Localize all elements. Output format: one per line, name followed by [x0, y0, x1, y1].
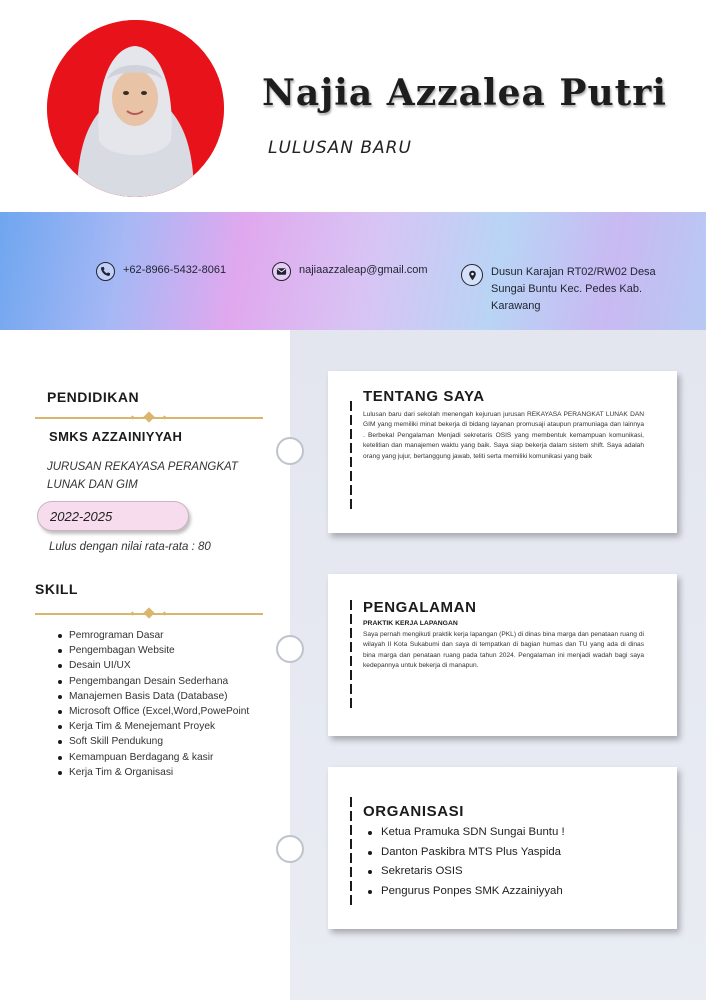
education-title: PENDIDIKAN [47, 389, 140, 405]
skill-item: Kerja Tim & Menejemant Proyek [69, 721, 249, 736]
experience-accent-bar [350, 600, 352, 712]
skill-item: Kemampuan Berdagang & kasir [69, 752, 249, 767]
timeline-connector-about [276, 437, 304, 465]
location-icon [461, 264, 483, 286]
experience-title: PENGALAMAN [363, 599, 477, 616]
skill-item: Kerja Tim & Organisasi [69, 767, 249, 782]
skill-item: Pengembangan Desain Sederhana [69, 676, 249, 691]
skill-title: SKILL [35, 581, 78, 597]
organization-title: ORGANISASI [363, 803, 465, 820]
organization-item: Danton Paskibra MTS Plus Yaspida [381, 846, 565, 866]
address-text: Dusun Karajan RT02/RW02 Desa Sungai Buntu Kec. Pedes Kab. Karawang [491, 266, 656, 312]
skill-item: Pemrograman Dasar [69, 630, 249, 645]
about-text: Lulusan baru dari sekolah menengah kejuruan jurusan REKAYASA PERANGKAT LUNAK DAN GIM yang memiliki minat bekerja di bidang layanan promusaji ataupun pramuniaga dan lainnya . Berbekal Pengalaman Menjadi sekretaris OSIS yang membentuk kemampuan komunikasi, ketelitian dan manajemen waktu yang baik. Saya siap bekerja dalam sistem shift. Saya adalah orang yang jujur, bertanggung jawab, teliti serta memiliki komunikasi yang baik [363, 411, 644, 460]
about-accent-bar [350, 401, 352, 511]
full-name: Najia Azzalea Putri [262, 72, 667, 114]
experience-text: Saya pernah mengikuti praktik kerja lapangan (PKL) di dinas bina marga dan penataan ruang di wilayah II Kota Sukabumi dan saya di tempatkan di bagian humas dan TU yang ada di dinas bina marga dan penataan ruang pada tahun 2024. Pengalaman ini menjadi wadah bagi saya kedepannya untuk bekerja di manapun. [363, 631, 644, 670]
organization-item: Pengurus Ponpes SMK Azzainiyyah [381, 885, 565, 905]
school-name: SMKS AZZAINIYYAH [49, 429, 183, 444]
school-major: JURUSAN REKAYASA PERANGKAT LUNAK DAN GIM [47, 461, 238, 491]
skill-item: Desain UI/UX [69, 660, 249, 675]
skill-list [69, 630, 249, 782]
contact-address [461, 264, 661, 315]
education-years-badge: 2022-2025 [37, 501, 189, 531]
phone-number: +62-8966-5432-8061 [123, 264, 227, 276]
education-grade: Lulus dengan nilai rata-rata : 80 [49, 541, 211, 553]
organization-item: Sekretaris OSIS [381, 865, 565, 885]
organization-list [381, 826, 565, 904]
profile-photo-illustration [47, 20, 224, 197]
job-title: LULUSAN BARU [268, 138, 412, 158]
experience-subtitle: PRAKTIK KERJA LAPANGAN [363, 620, 458, 627]
skill-item: Manajemen Basis Data (Database) [69, 691, 249, 706]
timeline-connector-organization [276, 835, 304, 863]
about-card [328, 371, 677, 533]
email-icon [272, 262, 291, 281]
education-divider [35, 413, 263, 422]
contact-phone [96, 262, 226, 281]
skill-item: Pengembagan Website [69, 645, 249, 660]
organization-card [328, 767, 677, 929]
experience-card [328, 574, 677, 736]
phone-icon [96, 262, 115, 281]
email-address: najiaazzaleap@gmail.com [299, 264, 428, 276]
organization-item: Ketua Pramuka SDN Sungai Buntu ! [381, 826, 565, 846]
contact-email [272, 262, 428, 281]
about-title: TENTANG SAYA [363, 388, 485, 405]
skill-divider [35, 609, 263, 618]
profile-photo [47, 20, 224, 197]
skill-item: Soft Skill Pendukung [69, 736, 249, 751]
organization-accent-bar [350, 797, 352, 905]
skill-item: Microsoft Office (Excel,Word,PowePoint [69, 706, 249, 721]
timeline-connector-experience [276, 635, 304, 663]
